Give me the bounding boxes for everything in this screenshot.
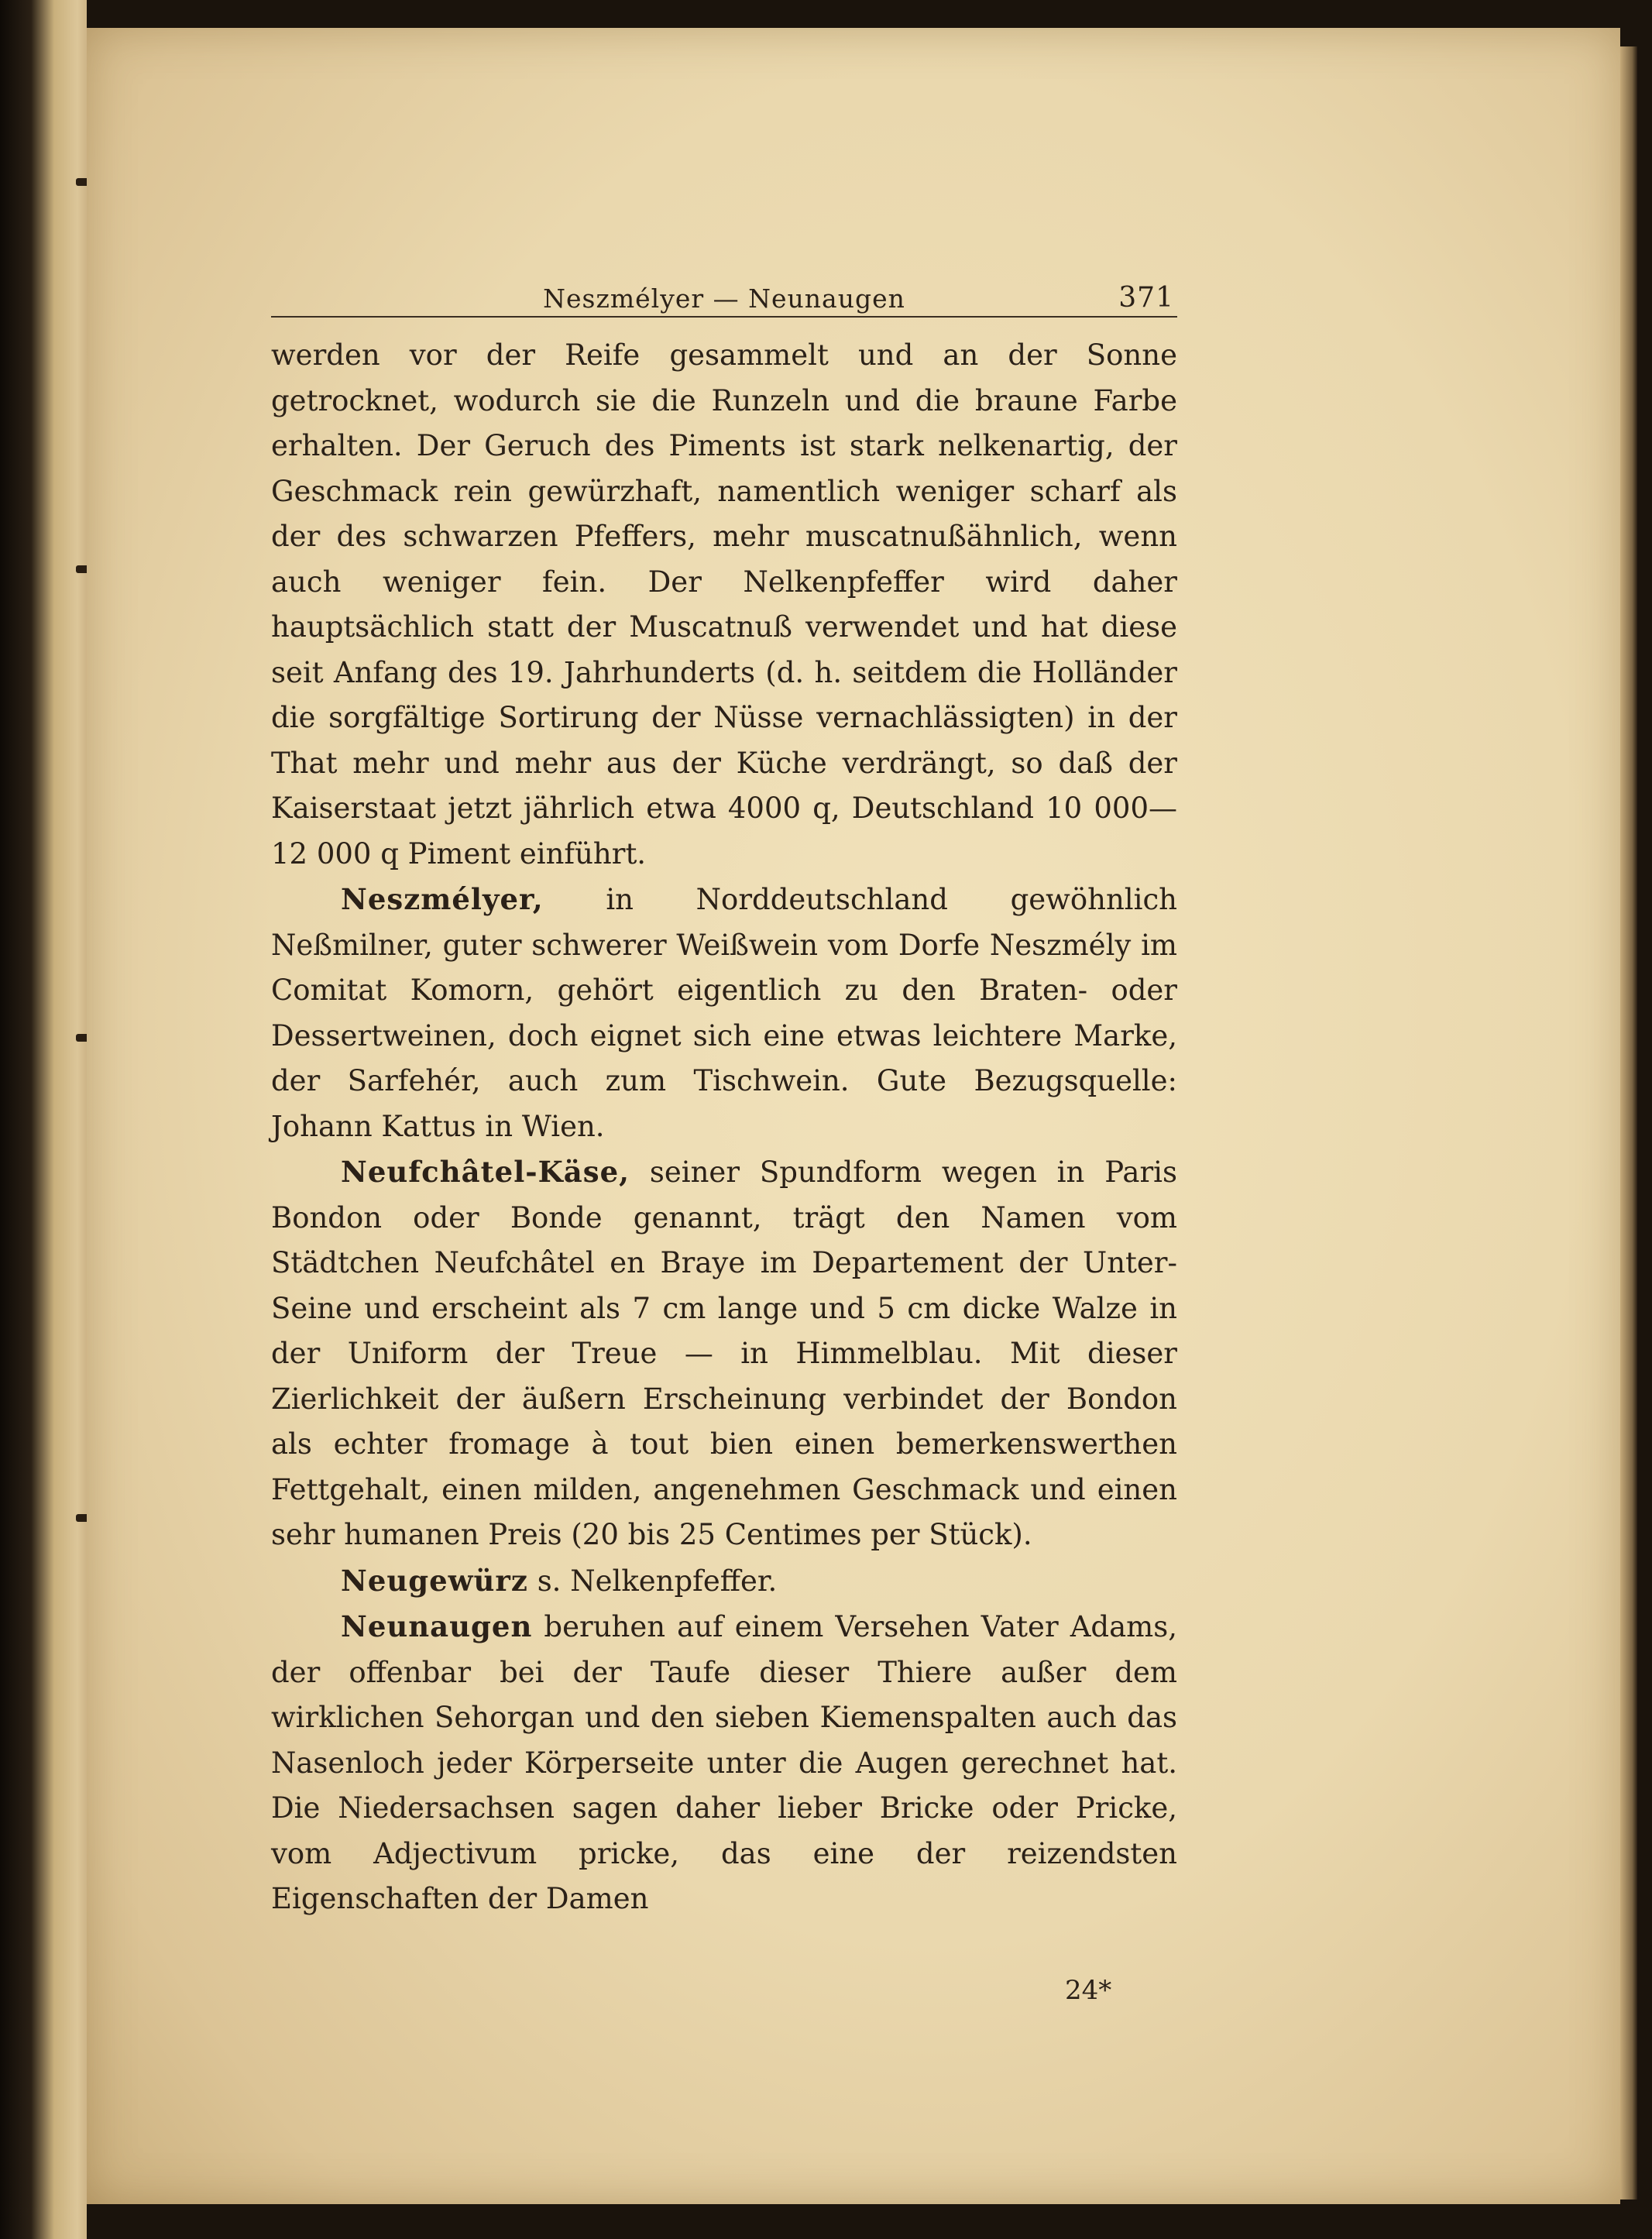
dictionary-entry	[271, 877, 1177, 1149]
entry-headword: Neufchâtel-Käse,	[341, 1155, 630, 1189]
paragraph	[271, 333, 1177, 877]
text-block	[271, 279, 1177, 1922]
entry-text: s. Nelkenpfeffer.	[527, 1564, 778, 1598]
signature-mark: 24*	[1065, 1975, 1112, 2006]
book-spine	[0, 0, 87, 2239]
entry-text: seiner Spundform wegen in Paris Bondon oder Bonde genannt, trägt den Namen vom Städtchen Neufchâtel en Braye im Departement der Unter-Seine und erscheint als 7 cm lange und 5 cm dicke Walze in der Uniform der Treue — in Himmelblau. Mit dieser Zierlichkeit der äußern Erscheinung verbindet der Bondon als echter fromage à tout bien einen bemerkenswerthen Fettgehalt, einen milden, angenehmen Geschmack und einen sehr humanen Preis (20 bis 25 Centimes per Stück).	[271, 1156, 1177, 1551]
page-edge	[1620, 46, 1637, 2200]
body-text	[271, 333, 1177, 1922]
dictionary-entry	[271, 1149, 1177, 1558]
running-head	[271, 279, 1177, 318]
entry-headword: Neszmélyer,	[341, 882, 544, 916]
running-title: Neszmélyer — Neunaugen	[543, 283, 905, 314]
paragraph-text: werden vor der Reife gesammelt und an der Sonne getrocknet, wodurch sie die Runzeln und die braune Farbe erhalten. Der Geruch des Piments ist stark nelkenartig, der Geschmack rein gewürzhaft, namentlich weniger scharf als der des schwarzen Pfeffers, mehr muscatnußähnlich, wenn auch weniger fein. Der Nelkenpfeffer wird daher hauptsächlich statt der Muscatnuß verwendet und hat diese seit Anfang des 19. Jahrhunderts (d. h. seitdem die Holländer die sorgfältige Sortirung der Nüsse vernachlässigten) in der That mehr und mehr aus der Küche verdrängt, so daß der Kaiserstaat jetzt jährlich etwa 4000 q, Deutschland 10 000—12 000 q Piment einführt.	[271, 338, 1177, 871]
dictionary-entry	[271, 1558, 1177, 1605]
dictionary-entry	[271, 1604, 1177, 1922]
entry-text: in Norddeutschland gewöhnlich Neßmilner, guter schwerer Weißwein vom Dorfe Neszmély im Comitat Komorn, gehört eigentlich zu den Braten- oder Dessertweinen, doch eignet sich eine etwas leichtere Marke, der Sarfehér, auch zum Tischwein. Gute Bezugsquelle: Johann Kattus in Wien.	[271, 883, 1177, 1143]
entry-headword: Neunaugen	[341, 1609, 533, 1643]
entry-headword: Neugewürz	[341, 1563, 528, 1598]
entry-text: beruhen auf einem Versehen Vater Adams, der offenbar bei der Taufe dieser Thiere außer dem wirklichen Sehorgan und den sieben Kiemenspalten auch das Nasenloch jeder Körperseite unter die Augen gerechnet hat. Die Niedersachsen sagen daher lieber Bricke oder Pricke, vom Adjectivum pricke, das eine der reizendsten Eigenschaften der Damen	[271, 1610, 1177, 1915]
page-number: 371	[1118, 282, 1174, 314]
